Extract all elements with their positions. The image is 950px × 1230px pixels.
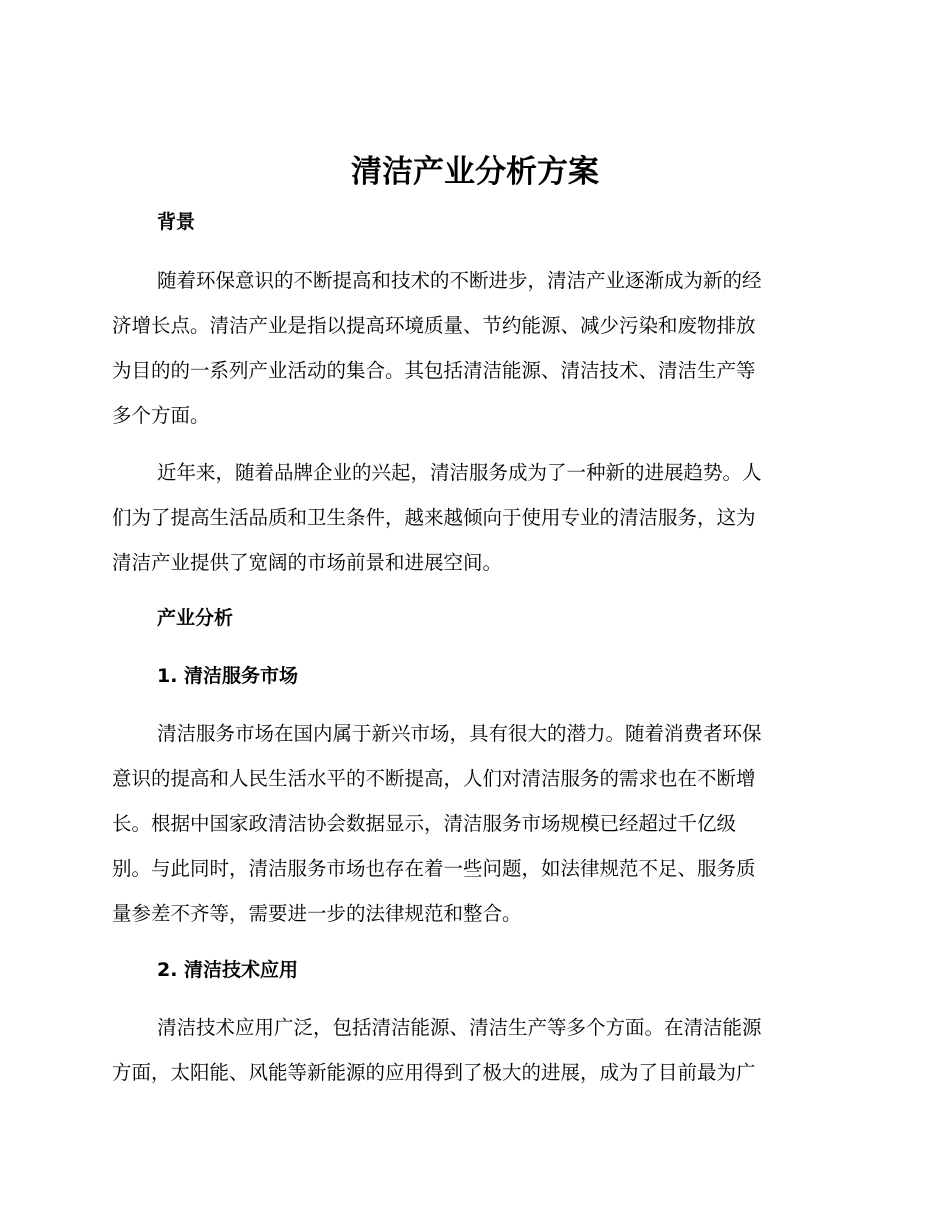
paragraph-line: 清洁技术应用广泛，包括清洁能源、清洁生产等多个方面。在清洁能源 bbox=[157, 1016, 762, 1039]
paragraph-line: 多个方面。 bbox=[112, 404, 210, 427]
heading-cleaning-service-market: 1. 清洁服务市场 bbox=[157, 665, 299, 687]
paragraph-line: 别。与此同时，清洁服务市场也存在着一些问题，如法律规范不足、服务质 bbox=[112, 857, 756, 880]
paragraph-line: 长。根据中国家政清洁协会数据显示，清洁服务市场规模已经超过千亿级 bbox=[112, 812, 737, 835]
paragraph-line: 意识的提高和人民生活水平的不断提高，人们对清洁服务的需求也在不断增 bbox=[112, 767, 756, 790]
heading-cleaning-tech-application: 2. 清洁技术应用 bbox=[157, 959, 299, 981]
paragraph-line: 清洁产业提供了宽阔的市场前景和进展空间。 bbox=[112, 551, 503, 574]
paragraph-line: 随着环保意识的不断提高和技术的不断进步，清洁产业逐渐成为新的经 bbox=[157, 269, 762, 292]
paragraph-line: 清洁服务市场在国内属于新兴市场，具有很大的潜力。随着消费者环保 bbox=[157, 722, 762, 745]
paragraph-line: 近年来，随着品牌企业的兴起，清洁服务成为了一种新的进展趋势。人 bbox=[157, 461, 762, 484]
paragraph-line: 量参差不齐等，需要进一步的法律规范和整合。 bbox=[112, 902, 522, 925]
paragraph-line: 们为了提高生活品质和卫生条件，越来越倾向于使用专业的清洁服务，这为 bbox=[112, 506, 756, 529]
paragraph-background-1 bbox=[112, 258, 832, 438]
paragraph-background-2 bbox=[112, 450, 832, 585]
paragraph-line: 方面，太阳能、风能等新能源的应用得到了极大的进展，成为了目前最为广 bbox=[112, 1061, 756, 1084]
heading-background: 背景 bbox=[157, 211, 196, 233]
heading-industry-analysis: 产业分析 bbox=[157, 607, 234, 629]
paragraph-cleaning-service-market bbox=[112, 711, 832, 936]
paragraph-cleaning-tech-application bbox=[112, 1005, 832, 1095]
document-title: 清洁产业分析方案 bbox=[351, 154, 599, 190]
paragraph-line: 为目的的一系列产业活动的集合。其包括清洁能源、清洁技术、清洁生产等 bbox=[112, 359, 756, 382]
paragraph-line: 济增长点。清洁产业是指以提高环境质量、节约能源、减少污染和废物排放 bbox=[112, 314, 756, 337]
